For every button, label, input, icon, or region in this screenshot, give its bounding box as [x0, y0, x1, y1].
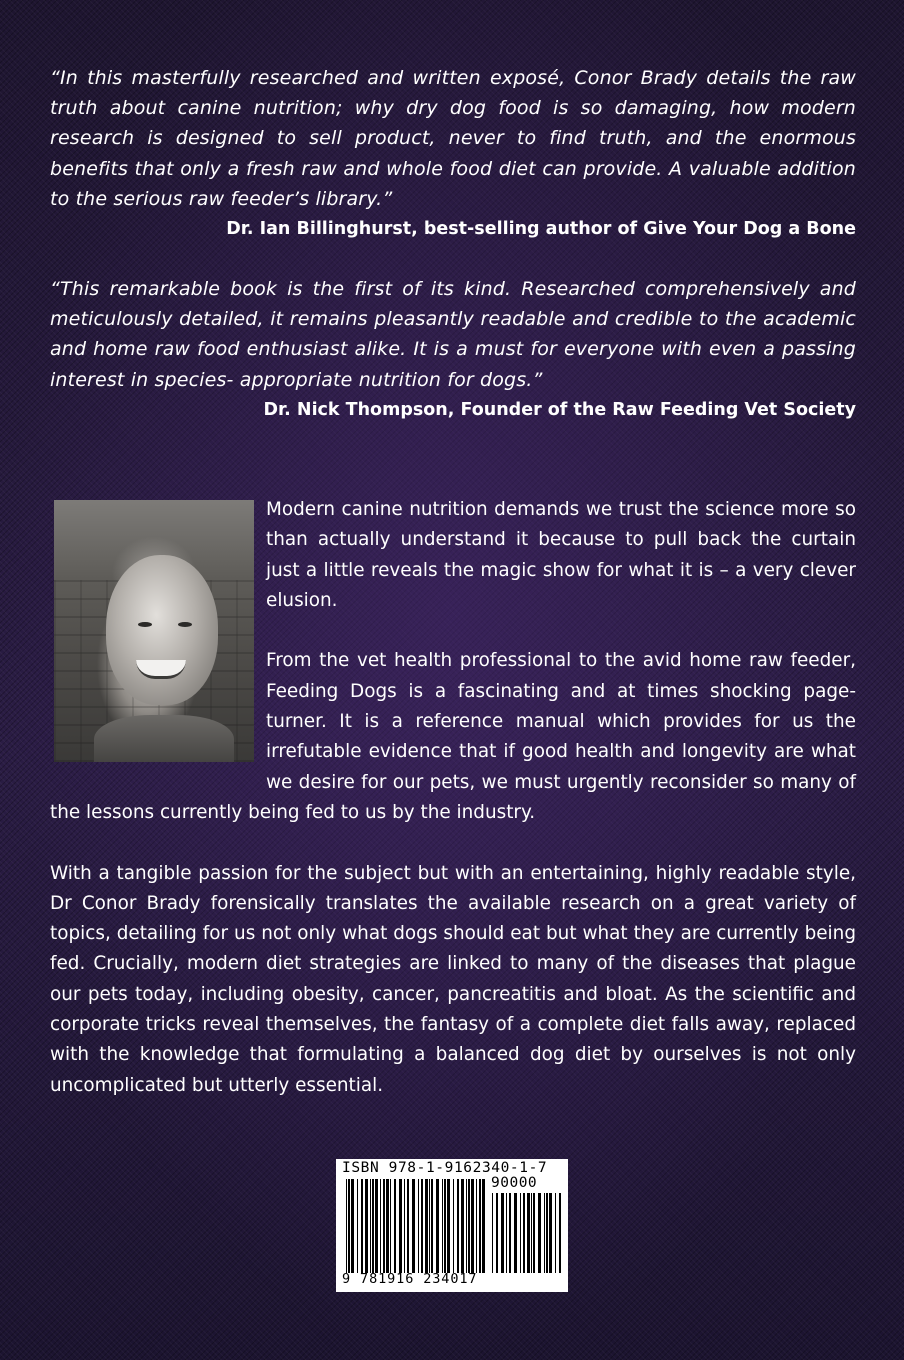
description-paragraph-1: Modern canine nutrition demands we trust the science more so than actually understand it because to pull back the curtain just a little reveals the magic show for what it is – a very clever elusion.: [266, 499, 856, 611]
isbn-barcode: [336, 1159, 568, 1292]
ean-digits: 9 781916 234017: [342, 1271, 478, 1287]
endorsement-thompson: [50, 274, 856, 425]
addon-barcode-bars: [492, 1193, 562, 1273]
isbn-number: ISBN 978-1-9162340-1-7: [342, 1160, 548, 1176]
description-paragraph-3: With a tangible passion for the subject but with an entertaining, highly readable style, Dr Conor Brady forensically translates the available research on a great variety of topics, detailing for us not only what dogs should eat but what they are currently being fed. Crucially, modern diet strategies are linked to many of the diseases that plague our pets today, including obesity, cancer, pancreatitis and bloat. As the scientific and corporate tricks reveal themselves, the fantasy of a complete diet falls away, replaced with the knowledge that formulating a balanced dog diet by ourselves is not only uncomplicated but utterly essential.: [50, 862, 856, 1096]
author-photo: [54, 500, 254, 762]
description-paragraph-2: From the vet health professional to the avid home raw feeder, Feeding Dogs is a fascinating and at times shocking page-turner. It is a reference manual which provides for us the irrefutable evidence that if good health and longevity are what we desire for our pets, we must urgently reconsider so many of the lessons currently being fed to us by the industry.: [50, 650, 856, 823]
endorsement-billinghurst: [50, 63, 856, 244]
barcode-bars: [346, 1179, 486, 1273]
book-description: [50, 495, 856, 1131]
endorsement-quote: “This remarkable book is the first of its kind. Researched comprehensively and meticulously detailed, it remains pleasantly readable and credible to the academic and home raw food enthusiast alike. It is a must for everyone with even a passing interest in species- appropriate nutrition for dogs.”: [50, 278, 856, 391]
endorsement-attribution: Dr. Ian Billinghurst, best-selling author of Give Your Dog a Bone: [226, 219, 856, 240]
endorsement-quote: “In this masterfully researched and written exposé, Conor Brady details the raw truth about canine nutrition; why dry dog food is so damaging, how modern research is designed to sell product, never to find truth, and the enormous benefits that only a fresh raw and whole food diet can provide. A valuable addition to the serious raw feeder’s library.”: [50, 67, 856, 210]
endorsement-attribution: Dr. Nick Thompson, Founder of the Raw Feeding Vet Society: [263, 399, 856, 420]
price-code: 90000: [491, 1175, 538, 1191]
